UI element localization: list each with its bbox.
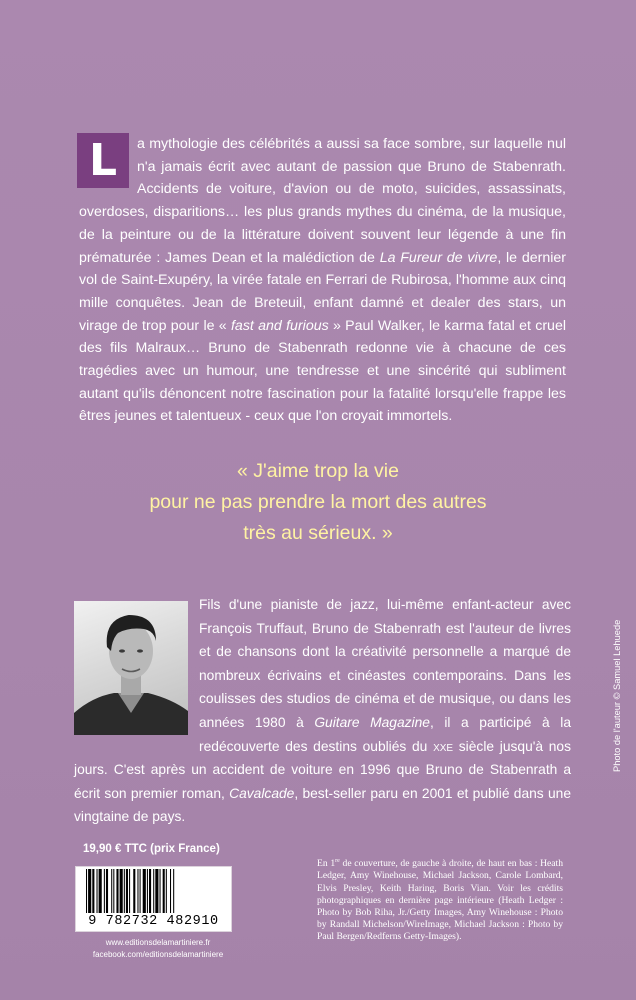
barcode-bar — [137, 869, 138, 913]
barcode-bar — [133, 869, 135, 913]
author-photo-credit: Photo de l'auteur © Samuel Lehuede — [612, 619, 622, 772]
barcode-bar — [126, 869, 128, 913]
barcode-bar — [153, 869, 154, 913]
dropcap-letter: L — [77, 133, 129, 188]
synopsis-paragraph — [79, 133, 566, 428]
barcode-bar — [149, 869, 151, 913]
barcode-bar — [163, 869, 165, 913]
barcode-bar — [166, 869, 167, 913]
barcode-digits: 9 782732 482910 — [88, 914, 219, 929]
barcode-bars — [86, 869, 221, 913]
synopsis-italic-1: La Fureur de vivre — [379, 249, 498, 266]
barcode-bar — [106, 869, 108, 913]
bio-text-2: , il a participé à la redécouverte des destins oubliés du — [199, 714, 571, 754]
barcode-bar — [155, 869, 158, 913]
barcode-bar — [111, 869, 112, 913]
synopsis-text-3: » Paul Walker, le karma fatal et cruel des fils Malraux… Bruno de Stabenrath redonne vie à chacune de ces tragédies avec un humour, une tendresse et une sincérité qui subliment autant qu'ils dénoncent notre fascination pour la fatalité lorsqu'elle frappe les êtres jeunes et talentueux - ceux que l'on croyait immortels. — [79, 317, 566, 425]
bio-century: xxe — [433, 738, 454, 754]
barcode-bar — [173, 869, 174, 913]
barcode-bar — [170, 869, 171, 913]
website-link[interactable]: www.editionsdelamartiniere.fr — [105, 938, 211, 947]
barcode-bar — [140, 869, 141, 913]
bio-text-3: siècle jusqu'à nos jours. C'est après un accident de voiture en 1996 que Bruno de Stabenrath a écrit son premier roman, — [74, 738, 571, 801]
quote-line-2: pour ne pas prendre la mort des autres — [149, 491, 487, 513]
facebook-link[interactable]: facebook.com/editionsdelamartiniere — [92, 949, 224, 959]
barcode-bar — [129, 869, 130, 913]
price: 19,90 € TTC (prix France) — [83, 843, 220, 855]
synopsis-italic-2: fast and furious — [230, 317, 329, 334]
synopsis — [79, 133, 566, 428]
quote-line-3: très au sérieux. » — [243, 522, 393, 544]
credits-text: de couverture, de gauche à droite, de haut en bas : Heath Ledger, Amy Winehouse, Michael Jackson, Carole Lombard, Elvis Presley, Keith Haring, Boris Vian. Voir les crédits photographiques en dernière page intérieure (Heath Ledger : Photo by Bob Riha, Jr./Getty Images, Amy Winehouse : Photo by Randall Michelson/WireImage, Michael Jackson : Photo by Paul Bergen/Redferns Getty-Images). — [317, 858, 564, 943]
bio-italic-1: Guitare Magazine — [314, 714, 430, 730]
credits-sup: re — [335, 858, 340, 864]
quote-line-1: « J'aime trop la vie — [237, 460, 399, 482]
barcode-bar — [88, 869, 91, 913]
barcode-bar — [92, 869, 94, 913]
bio-italic-2: Cavalcade — [229, 785, 295, 801]
barcode-bar — [116, 869, 118, 913]
credits-prefix: En 1 — [317, 858, 336, 870]
barcode-bar — [97, 869, 98, 913]
bio-text-1: Fils d'une pianiste de jazz, lui-même enfant-acteur avec François Truffaut, Bruno de Stabenrath est l'auteur de livres et de chansons dont la créativité personnelle a marqué de nombreux écrivains et cinéastes contemporains. Dans les coulisses des studios de cinéma et de musique, ou dans les années 1980 à — [199, 597, 571, 730]
barcode-bar — [86, 869, 87, 913]
barcode-bar — [160, 869, 161, 913]
pull-quote — [80, 456, 556, 549]
synopsis-text-2: , le dernier vol de Saint-Exupéry, la virée fatale en Ferrari de Rubirosa, l'homme aux cinq mille conquêtes. Jean de Breteuil, enfant damné et dealer des stars, un virage de trop pour le « — [79, 249, 566, 334]
barcode-bar — [120, 869, 123, 913]
barcode-bar — [104, 869, 105, 913]
barcode-bar — [113, 869, 114, 913]
publisher-links — [78, 937, 238, 960]
barcode-bar — [124, 869, 125, 913]
cover-photo-credits — [317, 855, 563, 944]
author-bio — [74, 593, 571, 829]
bio-text-4: , best-seller paru en 2001 et publié dans une vingtaine de pays. — [74, 785, 571, 825]
barcode-bar — [99, 869, 102, 913]
synopsis-text-1: a mythologie des célébrités a aussi sa face sombre, sur laquelle nul n'a jamais écrit avec autant de passion que Bruno de Stabenrath. Accidents de voiture, d'avion ou de moto, suicides, assassinats, overdoses, disparitions… les plus grands mythes du cinéma, de la musique, de la peinture ou de la littérature doivent souvent leur légende à une fin prématurée : James Dean et la malédiction de — [79, 136, 566, 266]
barcode-bar — [147, 869, 148, 913]
barcode-bar — [143, 869, 146, 913]
barcode — [75, 866, 232, 932]
